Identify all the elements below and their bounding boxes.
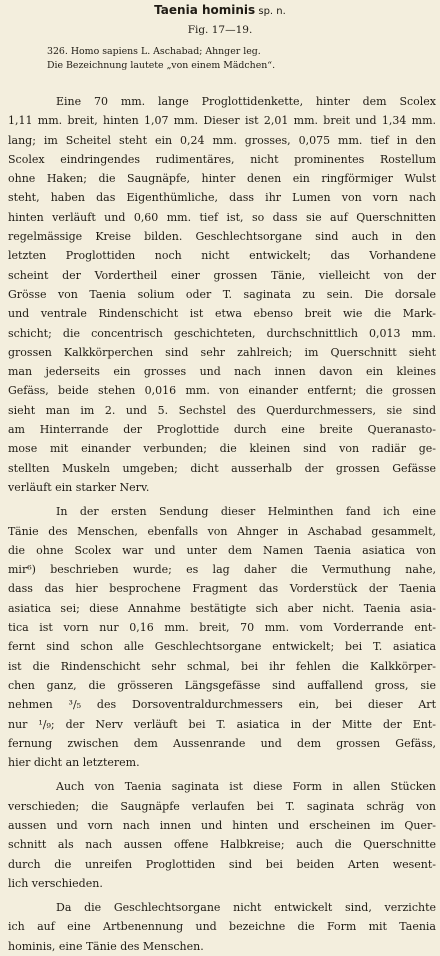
specimen-line: Die Bezeichnung lautete „von einem Mädchen“. — [47, 59, 276, 71]
text-line: nehmen ³/₅ des Dorsoventraldurchmessers ein, bei dieser Art — [8, 698, 436, 712]
text-line: dass das hier besprochene Fragment das Vorderstück der Taenia — [8, 582, 436, 596]
text-line: letzten Proglottiden noch nicht entwickelt; das Vorhandene — [8, 249, 436, 263]
species-suffix: sp. n. — [255, 6, 286, 17]
specimen-line: 326. Homo sapiens L. Aschabad; Ahnger leg. — [47, 46, 261, 57]
text-line: grossen Kalkkörperchen sind sehr zahlreich; im Querschnitt sieht — [8, 345, 436, 359]
text-line: scheint der Vordertheil einer grossen Tänie, vielleicht von der — [8, 268, 436, 282]
text-line: ist die Rindenschicht sehr schmal, bei ihr fehlen die Kalkkörper- — [8, 659, 436, 673]
text-line: Scolex eindringendes rudimentäres, nicht prominentes Rostellum — [8, 152, 436, 166]
text-line: fernt sind schon alle Geschlechtsorgane entwickelt; bei T. asiatica — [8, 640, 436, 654]
text-line: regelmässige Kreise bilden. Geschlechtsorgane sind auch in den — [8, 230, 436, 244]
text-line: Tänie des Menschen, ebenfalls von Ahnger in Aschabad gesammelt, — [8, 524, 436, 538]
text-line: Auch von Taenia saginata ist diese Form in allen Stücken — [56, 780, 436, 794]
paragraph — [8, 777, 436, 893]
text-line: nur ¹/₉; der Nerv verläuft bei T. asiatica in der Mitte der Ent- — [8, 717, 436, 731]
text-line: durch die unreifen Proglottiden sind bei beiden Arten wesent- — [8, 857, 436, 871]
figure-reference: Fig. 17—19. — [187, 24, 253, 36]
paragraph — [8, 92, 436, 497]
text-line: die ohne Scolex war und unter dem Namen Taenia asiatica von — [8, 543, 436, 557]
species-title — [0, 3, 440, 17]
text-line: fernung zwischen dem Aussenrande und dem grossen Gefäss, — [8, 736, 436, 750]
text-line: 1,11 mm. breit, hinten 1,07 mm. Dieser ist 2,01 mm. breit und 1,34 mm. — [8, 114, 436, 128]
text-line: am Hinterrande der Proglottide durch eine breite Queranasto- — [8, 423, 436, 437]
text-line: Da die Geschlechtsorgane nicht entwickelt sind, verzichte — [56, 901, 436, 915]
text-line: hominis, eine Tänie des Menschen. — [8, 939, 204, 953]
text-line: aussen und vorn nach innen und hinten und erscheinen im Quer- — [8, 818, 436, 832]
text-line: stellten Muskeln umgeben; dicht ausserhalb der grossen Gefässe — [8, 461, 436, 475]
text-line: sieht man im 2. und 5. Sechstel des Querdurchmessers, sie sind — [8, 403, 436, 417]
text-line: hinten verläuft und 0,60 mm. tief ist, so dass sie auf Querschnitten — [8, 210, 436, 224]
text-line: Gefäss, beide stehen 0,016 mm. von einander entfernt; die grossen — [8, 384, 436, 398]
text-line: und ventrale Rindenschicht ist etwa ebenso breit wie die Mark- — [8, 307, 436, 321]
text-line: Grösse von Taenia solium oder T. saginata zu sein. Die dorsale — [8, 287, 436, 301]
text-line: steht, haben das Eigenthümliche, dass ihr Lumen von vorn nach — [8, 191, 436, 205]
paragraph — [8, 898, 436, 956]
text-line: tica ist vorn nur 0,16 mm. breit, 70 mm. vom Vorderrande ent- — [8, 621, 436, 635]
text-line: lang; im Scheitel steht ein 0,24 mm. grosses, 0,075 mm. tief in den — [8, 133, 436, 147]
text-line: schicht; die concentrisch geschichteten, durchschnittlich 0,013 mm. — [8, 326, 436, 340]
text-line: ohne Haken; die Saugnäpfe, hinter denen ein ringförmiger Wulst — [8, 172, 436, 186]
species-name: Taenia hominis — [154, 3, 256, 17]
specimen-note — [47, 45, 275, 72]
text-line: verläuft ein starker Nerv. — [8, 480, 150, 494]
text-line: asiatica sei; diese Annahme bestätigte sich aber nicht. Taenia asia- — [8, 601, 436, 615]
text-line: Eine 70 mm. lange Proglottidenkette, hinter dem Scolex — [56, 95, 436, 108]
text-line: mose mit einander verbunden; die kleinen sind von radiär ge- — [8, 442, 436, 456]
text-line: man jederseits ein grosses und nach innen davon ein kleines — [8, 365, 436, 379]
text-line: schnitt als nach aussen offene Halbkreise; auch die Querschnitte — [8, 838, 436, 852]
text-line: hier dicht an letzterem. — [8, 756, 140, 770]
text-line: ich auf eine Artbenennung und bezeichne die Form mit Taenia — [8, 920, 436, 934]
text-line: lich verschieden. — [8, 876, 103, 890]
text-line: chen ganz, die grösseren Längsgefässe sind auffallend gross, sie — [8, 678, 436, 692]
paragraph — [8, 502, 436, 772]
body-text — [8, 92, 436, 956]
text-line: mir⁶) beschrieben wurde; es lag daher die Vermuthung nahe, — [8, 563, 436, 577]
text-line: In der ersten Sendung dieser Helminthen fand ich eine — [56, 505, 436, 519]
text-line: verschieden; die Saugnäpfe verlaufen bei T. saginata schräg von — [8, 799, 436, 813]
